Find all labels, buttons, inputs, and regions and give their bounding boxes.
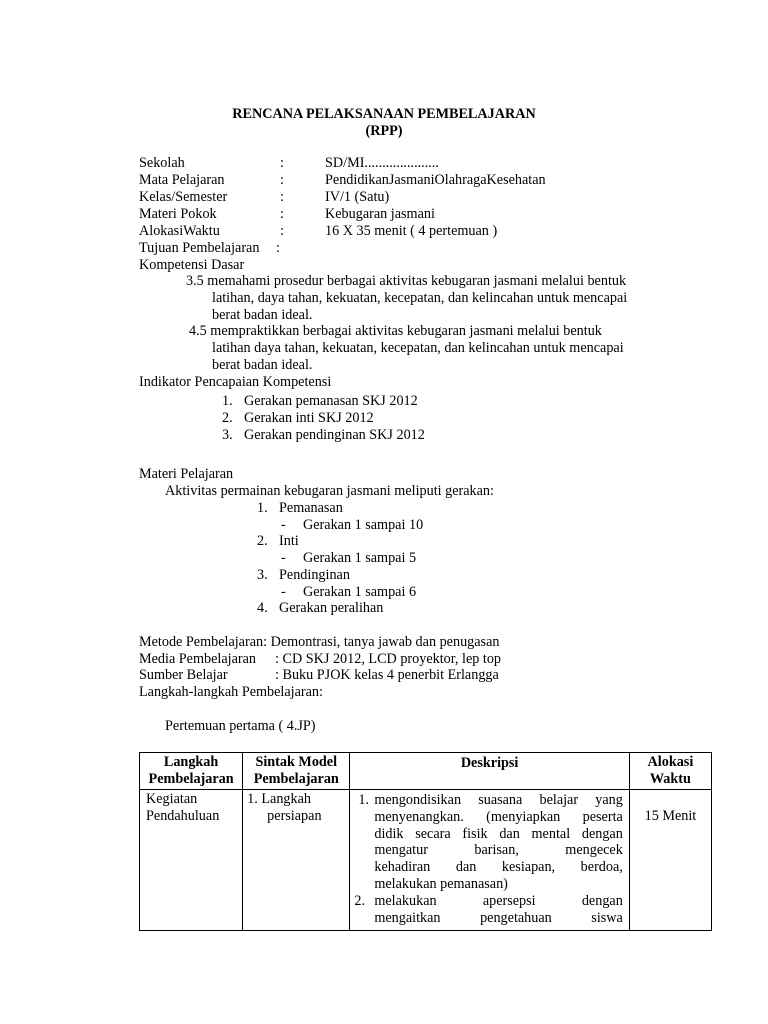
- list-item: Inti: [279, 533, 299, 549]
- list-item-number: 3.: [257, 567, 268, 583]
- desc-line: menyenangkan. (menyiapkan peserta: [374, 808, 623, 825]
- kd-item-line: berat badan ideal.: [212, 357, 313, 373]
- metode-line: Metode Pembelajaran: Demontrasi, tanya jawab dan penugasan: [139, 634, 500, 650]
- kd-item-first-line: 4.5 mempraktikkan berbagai aktivitas kebugaran jasmani melalui bentuk: [189, 323, 602, 339]
- identity-value-alokasi: 16 X 35 menit ( 4 pertemuan ): [325, 223, 498, 239]
- langkah-heading: Langkah-langkah Pembelajaran:: [139, 684, 323, 700]
- table-header-cell: [140, 753, 243, 790]
- list-item-number: 3.: [222, 427, 233, 443]
- header-line: Pembelajaran: [253, 771, 339, 787]
- header-line: Waktu: [649, 771, 691, 787]
- table-header-cell: [350, 753, 629, 790]
- document-title: RENCANA PELAKSANAAN PEMBELAJARAN: [232, 106, 536, 122]
- list-subitem: Gerakan 1 sampai 10: [303, 517, 424, 533]
- identity-label-alokasi: AlokasiWaktu: [139, 223, 220, 239]
- list-item: Pendinginan: [279, 567, 350, 583]
- identity-value-materi: Kebugaran jasmani: [325, 206, 435, 222]
- media-label: Media Pembelajaran: [139, 651, 256, 667]
- table-header-cell: [243, 753, 350, 790]
- desc-line: mengatur barisan, mengecek: [374, 842, 623, 859]
- desc-line: kehadiran dan kesiapan, berdoa,: [374, 859, 623, 876]
- sumber-value: : Buku PJOK kelas 4 penerbit Erlangga: [275, 667, 499, 683]
- identity-sep: :: [280, 172, 284, 188]
- desc-item: [354, 792, 622, 893]
- list-item: Gerakan inti SKJ 2012: [244, 410, 374, 426]
- header-line: Deskripsi: [460, 755, 519, 771]
- identity-label-materi: Materi Pokok: [139, 206, 217, 222]
- desc-line: mengaitkan pengetahuan siswa: [374, 909, 623, 926]
- desc-item-number: 2.: [354, 892, 365, 909]
- media-value: : CD SKJ 2012, LCD proyektor, lep top: [275, 651, 502, 667]
- steps-table: [139, 752, 712, 931]
- identity-sep: :: [280, 189, 284, 205]
- table-cell-langkah: [140, 790, 243, 931]
- table-cell-alokasi: 15 Menit: [629, 790, 711, 931]
- list-item: Gerakan peralihan: [279, 600, 384, 616]
- desc-line: melakukan apersepsi dengan: [374, 892, 623, 909]
- identity-label-tujuan: Tujuan Pembelajaran: [139, 240, 260, 256]
- kd-item-first-line: 3.5 memahami prosedur berbagai aktivitas kebugaran jasmani melalui bentuk: [186, 273, 627, 289]
- desc-item-number: 1.: [358, 792, 369, 808]
- list-item-number: 1.: [257, 500, 268, 516]
- desc-line: didik secara fisik dan mental dengan: [374, 825, 623, 842]
- identity-value-mapel: PendidikanJasmaniOlahragaKesehatan: [325, 172, 546, 188]
- cell-line: persiapan: [267, 807, 322, 824]
- pertemuan-heading: Pertemuan pertama ( 4.JP): [165, 718, 316, 734]
- dash-marker: -: [281, 517, 286, 533]
- header-line: Langkah: [163, 754, 219, 771]
- sumber-label: Sumber Belajar: [139, 667, 228, 683]
- cell-line: Kegiatan: [146, 791, 198, 807]
- identity-sep: :: [280, 206, 284, 222]
- identity-label-sekolah: Sekolah: [139, 155, 185, 171]
- table-cell-deskripsi: [350, 790, 629, 931]
- table-header-row: [140, 753, 712, 790]
- list-item-number: 2.: [257, 533, 268, 549]
- header-line: Sintak Model: [255, 754, 338, 771]
- kd-item-line: latihan, daya tahan, kekuatan, kecepatan, dan kelincahan untuk mencapai: [212, 290, 628, 306]
- indikator-heading: Indikator Pencapaian Kompetensi: [139, 374, 332, 390]
- header-line: Pembelajaran: [148, 771, 234, 787]
- list-item-number: 1.: [222, 393, 233, 409]
- kd-item-line: latihan daya tahan, kekuatan, kecepatan, dan kelincahan untuk mencapai: [212, 340, 624, 356]
- identity-value-kelas: IV/1 (Satu): [325, 189, 390, 205]
- document-subtitle: (RPP): [365, 123, 403, 139]
- desc-line: melakukan pemanasan): [374, 875, 508, 892]
- list-subitem: Gerakan 1 sampai 5: [303, 550, 417, 566]
- kd-heading: Kompetensi Dasar: [139, 257, 245, 273]
- cell-line: 1. Langkah: [247, 791, 311, 807]
- identity-label-mapel: Mata Pelajaran: [139, 172, 225, 188]
- table-header-cell: [629, 753, 711, 790]
- kd-item-line: berat badan ideal.: [212, 307, 313, 323]
- dash-marker: -: [281, 584, 286, 600]
- desc-line: mengondisikan suasana belajar yang: [374, 792, 623, 808]
- header-line: Alokasi: [647, 754, 694, 771]
- table-row: [140, 790, 712, 931]
- cell-line: Pendahuluan: [146, 807, 220, 824]
- list-item-number: 4.: [257, 600, 268, 616]
- identity-label-kelas: Kelas/Semester: [139, 189, 228, 205]
- list-item-number: 2.: [222, 410, 233, 426]
- dash-marker: -: [281, 550, 286, 566]
- identity-sep: :: [276, 240, 280, 256]
- table-cell-sintak: [243, 790, 350, 931]
- desc-item: [354, 893, 622, 927]
- list-item: Gerakan pendinginan SKJ 2012: [244, 427, 425, 443]
- materi-heading: Materi Pelajaran: [139, 466, 234, 482]
- list-item: Gerakan pemanasan SKJ 2012: [244, 393, 418, 409]
- identity-sep: :: [280, 223, 284, 239]
- identity-value-sekolah: SD/MI.....................: [325, 155, 439, 171]
- materi-intro: Aktivitas permainan kebugaran jasmani meliputi gerakan:: [165, 483, 494, 499]
- list-subitem: Gerakan 1 sampai 6: [303, 584, 417, 600]
- identity-sep: :: [280, 155, 284, 171]
- list-item: Pemanasan: [279, 500, 343, 516]
